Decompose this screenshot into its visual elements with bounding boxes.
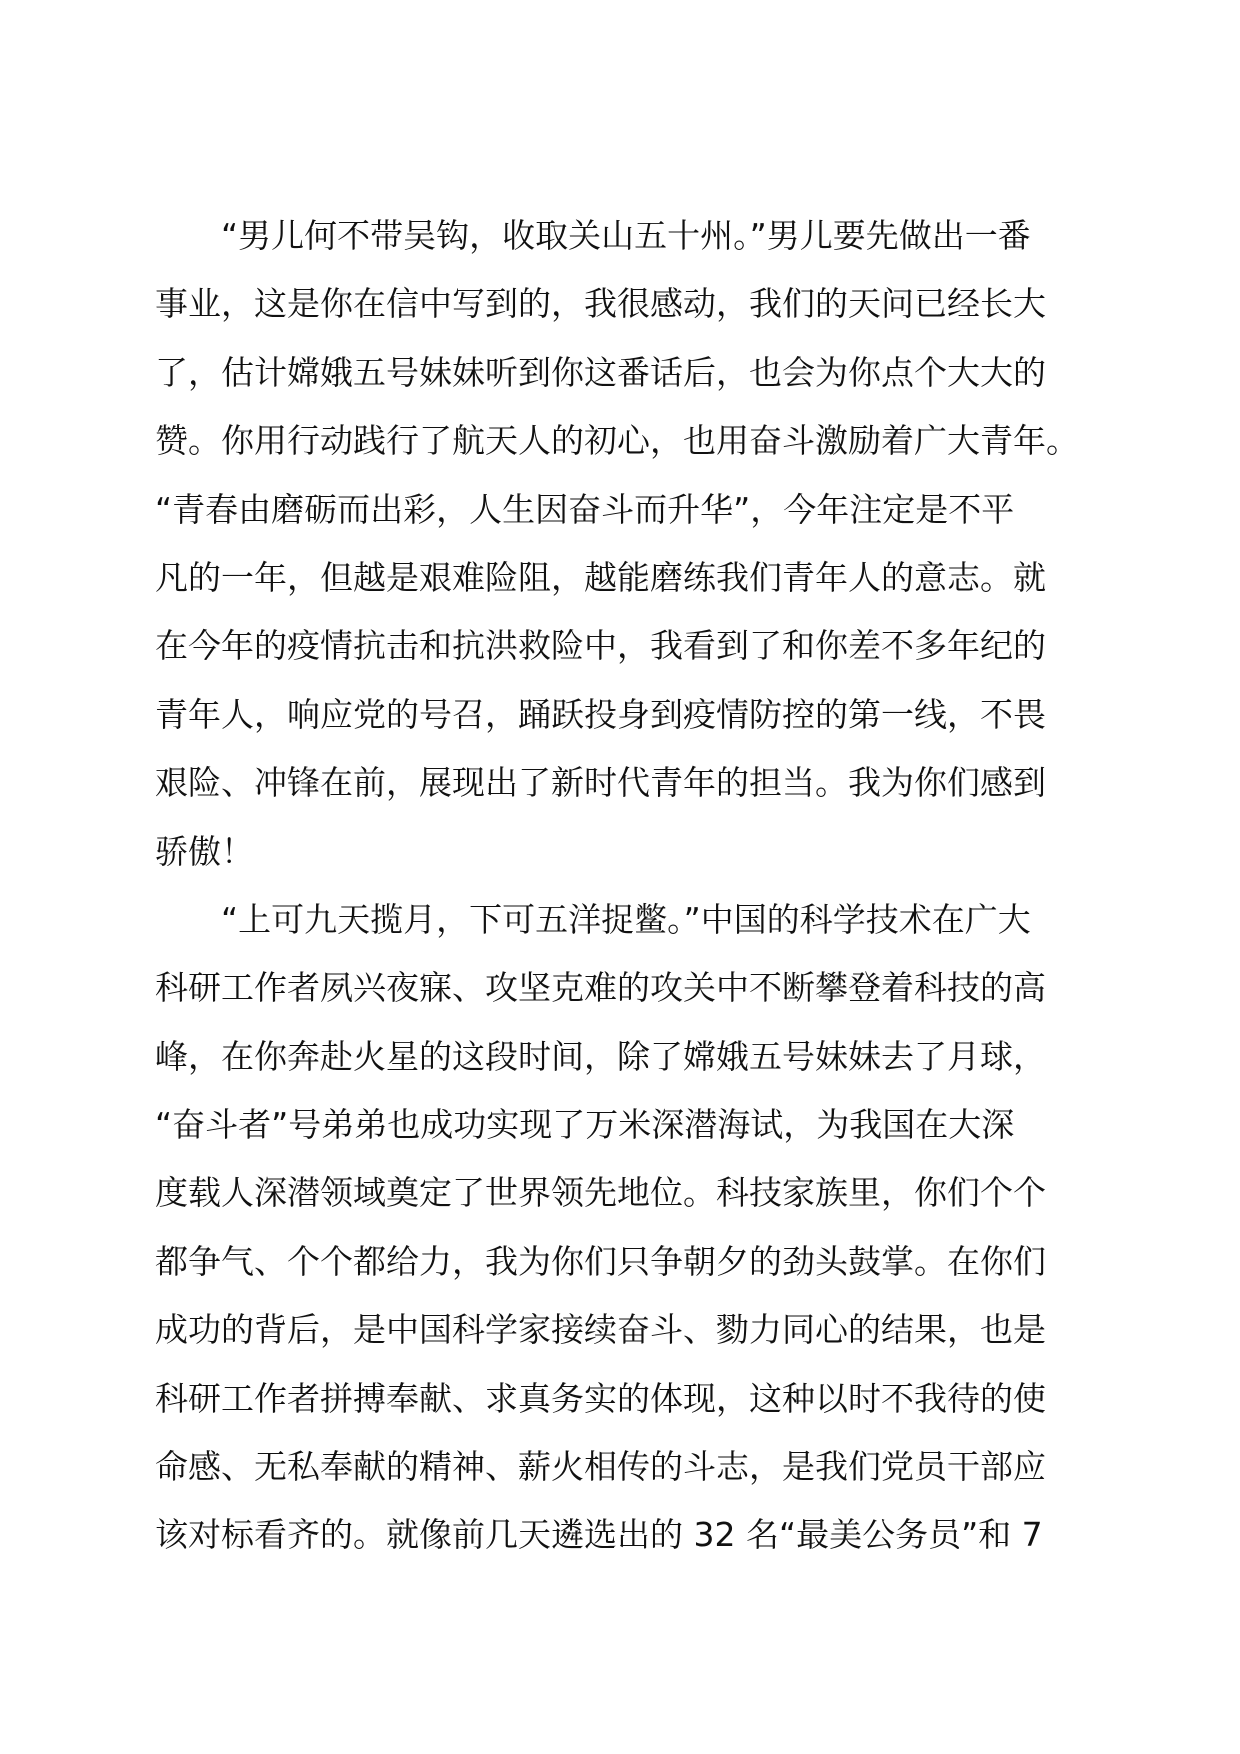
paragraph-2-line-6: 都争气、个个都给力，我为你们只争朝夕的劲头鼓掌。在你们 [155,1241,1046,1281]
paragraph-2-line-9: 命感、无私奉献的精神、薪火相传的斗志，是我们党员干部应 [155,1447,1046,1487]
paragraph-1-line-8: 青年人，响应党的号召，踊跃投身到疫情防控的第一线，不畏 [155,694,1046,734]
body-text [155,202,1095,1570]
paragraph-2-line-1: “上可九天揽月，下可五洋捉鳖。”中国的科学技术在广大 [221,899,1031,939]
paragraph-1-line-7: 在今年的疫情抗击和抗洪救险中，我看到了和你差不多年纪的 [155,626,1046,666]
paragraph-2-line-2: 科研工作者夙兴夜寐、攻坚克难的攻关中不断攀登着科技的高 [155,968,1046,1008]
paragraph-1-line-1: “男儿何不带吴钩，收取关山五十州。”男儿要先做出一番 [221,216,1031,255]
paragraph-2-line-4: “奋斗者”号弟弟也成功实现了万米深潜海试，为我国在大深 [155,1105,1015,1145]
paragraph-2-line-10: 该对标看齐的。就像前几天遴选出的 32 名“最美公务员”和 7 [155,1515,1043,1555]
paragraph-1-line-9: 艰险、冲锋在前，展现出了新时代青年的担当。我为你们感到 [155,763,1046,803]
paragraph-1-line-6: 凡的一年，但越是艰难险阻，越能磨练我们青年人的意志。就 [155,557,1046,597]
paragraph-1-line-4: 赞。你用行动践行了航天人的初心，也用奋斗激励着广大青年。 [155,421,1079,461]
paragraph-2-line-3: 峰，在你奔赴火星的这段时间，除了嫦娥五号妹妹去了月球， [155,1036,1046,1076]
paragraph-2-line-5: 度载人深潜领域奠定了世界领先地位。科技家族里，你们个个 [155,1173,1046,1213]
paragraph-1-line-2: 事业，这是你在信中写到的，我很感动，我们的天问已经长大 [155,284,1046,324]
paragraph-2-line-7: 成功的背后，是中国科学家接续奋斗、勠力同心的结果，也是 [155,1310,1046,1350]
paragraph-1-line-5: “青春由磨砺而出彩，人生因奋斗而升华”，今年注定是不平 [155,489,1015,529]
paragraph-1-line-3: 了，估计嫦娥五号妹妹听到你这番话后，也会为你点个大大的 [155,352,1046,392]
paragraph-1-line-10: 骄傲！ [155,831,254,871]
paragraph-2-line-8: 科研工作者拼搏奉献、求真务实的体现，这种以时不我待的使 [155,1378,1046,1418]
